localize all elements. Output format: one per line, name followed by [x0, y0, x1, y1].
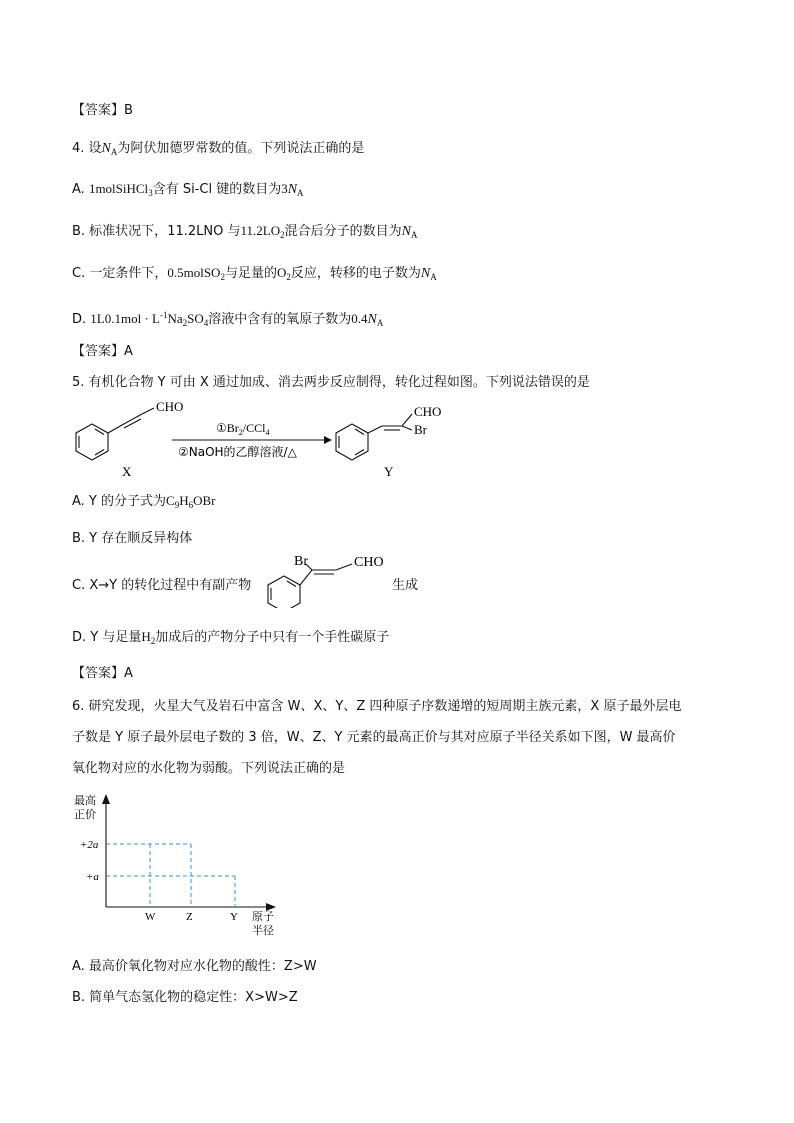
q6-stem-line3: 氧化物对应的水化物为弱酸。下列说法正确的是	[72, 761, 346, 776]
q4-option-c: C. 一定条件下，0.5molSO$_2$与足量的$O_2$反应，转移的电子数为$N_A$	[72, 265, 437, 282]
y-axis-label-line2: 正价	[74, 808, 96, 821]
byproduct-br-label: Br	[294, 554, 308, 569]
y-tick-a: +a	[86, 871, 99, 883]
molecule-x	[76, 408, 154, 460]
x-axis-label-line1: 原子	[252, 910, 274, 923]
x-tick-y: Y	[230, 911, 238, 923]
x-cho-label: CHO	[156, 399, 184, 414]
q4-option-b: B. 标准状况下，11.2LNO 与$11.2LO_2$混合后分子的数目为$N_A$	[72, 223, 418, 240]
y-br-label: Br	[414, 422, 427, 437]
q3-answer: 【答案】B	[72, 103, 133, 118]
q5-option-b: B. Y 存在顺反异构体	[72, 531, 193, 546]
y-axis-arrow	[102, 794, 110, 804]
reaction-scheme	[66, 396, 466, 486]
x-axis-label-line2: 半径	[252, 924, 274, 937]
q5-option-a: A. Y 的分子式为$C_9H_6OBr$	[72, 493, 216, 510]
q6-option-a: A. 最高价氧化物对应水化物的酸性：Z>W	[72, 959, 317, 974]
q6-stem-line2: 子数是 Y 原子最外层电子数的 3 倍，W、Z、Y 元素的最高正价与其对应原子半径关系如下图，W 最高价	[72, 730, 676, 745]
q5-stem: 5. 有机化合物 Y 可由 X 通过加成、消去两步反应制得，转化过程如图。下列说法错误的是	[72, 375, 590, 390]
valence-radius-chart	[70, 792, 310, 942]
guide-lines	[106, 844, 235, 907]
y-label: Y	[384, 464, 394, 479]
q5-option-d: D. Y 与足量$H_2$加成后的产物分子中只有一个手性碳原子	[72, 629, 390, 646]
q6-option-b: B. 简单气态氢化物的稳定性：X>W>Z	[72, 990, 298, 1005]
x-tick-w: W	[145, 911, 156, 923]
y-tick-2a: +2a	[80, 839, 99, 851]
condition-1: $①Br_2/CCl_4$	[216, 421, 270, 437]
q5-option-c-tail: 生成	[392, 578, 419, 593]
q5-option-c: C. X→Y 的转化过程中有副产物	[72, 578, 252, 593]
molecule-y	[336, 414, 412, 460]
x-tick-z: Z	[186, 911, 193, 923]
q5-answer: 【答案】A	[72, 666, 133, 681]
y-cho-label: CHO	[414, 404, 442, 419]
arrow-head	[324, 436, 332, 444]
byproduct-structure	[262, 550, 402, 608]
x-label: X	[122, 464, 132, 479]
q6-stem-line1: 6. 研究发现，火星大气及岩石中富含 W、X、Y、Z 四种原子序数递增的短周期主族元素，X 原子最外层电	[72, 699, 682, 714]
q4-option-d: D. $1L0.1mol \cdot L^{-1}Na_2SO_4$溶液中含有的氧原子数为$0.4N_A$	[72, 310, 384, 328]
y-axis-label-line1: 最高	[74, 794, 96, 807]
condition-2: ②NaOH的乙醇溶液/△	[178, 445, 297, 459]
q4-stem: 4. 设$N_A$为阿伏加德罗常数的值。下列说法正确的是	[72, 141, 365, 157]
byproduct-cho-label: CHO	[354, 555, 384, 570]
q4-option-a: A. 1molSiHCl$_3$含有 Si-Cl 键的数目为$3N_A$	[72, 181, 304, 198]
q4-answer: 【答案】A	[72, 344, 133, 359]
